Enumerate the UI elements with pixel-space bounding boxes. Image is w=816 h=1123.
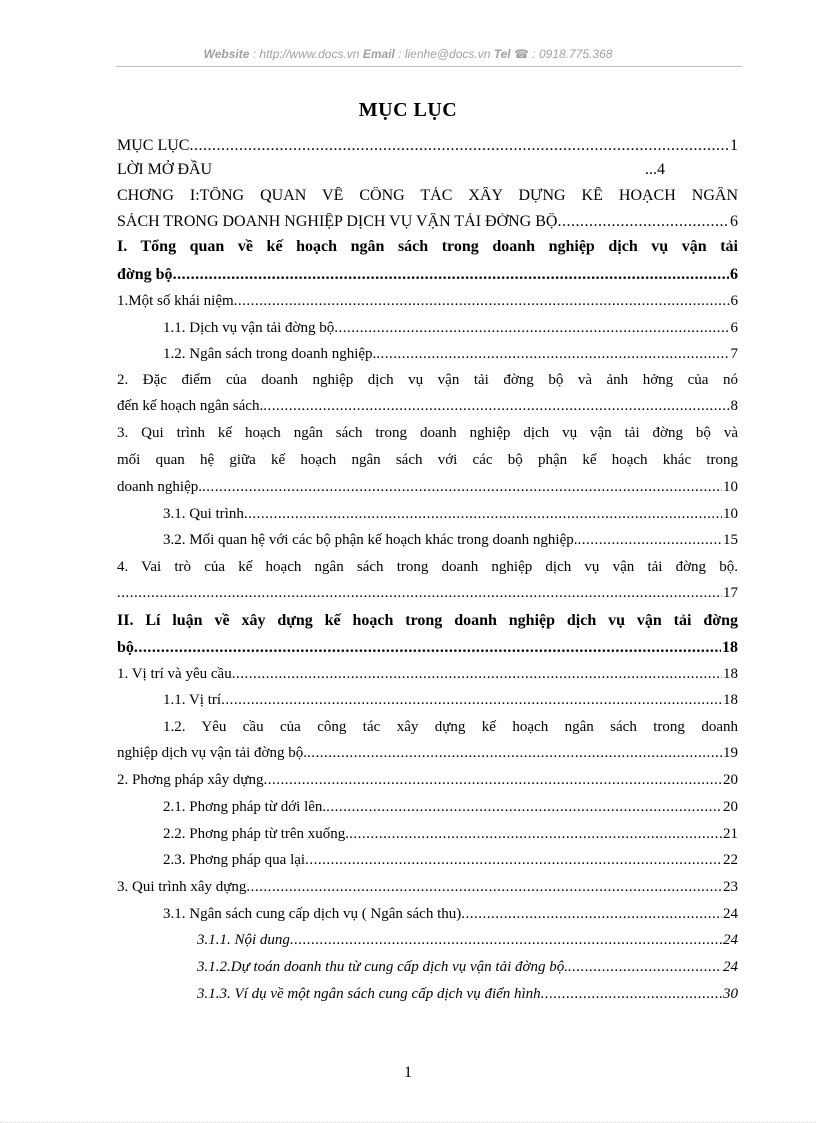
toc-entry-4[interactable]: 4. Vai trò của kế hoạch ngân sách trong doanh nghiệp dịch vụ vận tải đờng bộ.: [117, 559, 738, 575]
toc-entry-ii-2-3[interactable]: 2.3. Phơng pháp qua lại ..... 22: [163, 852, 738, 869]
toc-entry-2-cont[interactable]: đến kế hoạch ngân sách. ..... 8: [117, 398, 738, 415]
toc-entry-section-2[interactable]: II. Lí luận về xây dựng kế hoạch trong doanh nghiệp dịch vụ vận tải đờng: [117, 612, 738, 629]
toc-entry-3-cont1[interactable]: mối quan hệ giữa kế hoạch ngân sách với các bộ phận kế hoạch khác trong: [117, 452, 738, 468]
toc-entry-ii-3[interactable]: 3. Qui trình xây dựng ..... 23: [117, 879, 738, 896]
toc-entry-ii-2-1[interactable]: 2.1. Phơng pháp từ dới lên. ..... 20: [163, 799, 738, 816]
toc-entry-chuong-1-cont[interactable]: SÁCH TRONG DOANH NGHIỆP DỊCH VỤ VẬN TẢI ĐỜNG BỘ ..... 6: [117, 213, 738, 231]
toc-entry-3[interactable]: 3. Qui trình kế hoạch ngân sách trong doanh nghiệp dịch vụ vận tải đờng bộ và: [117, 425, 738, 441]
toc-entry-1-1[interactable]: 1.1. Dịch vụ vận tải đờng bộ ..... 6: [163, 320, 738, 337]
toc-entry-loi-mo-dau[interactable]: LỜI MỞ ĐẦU ...4: [117, 161, 665, 178]
phone-icon: ☎: [514, 47, 529, 61]
page-title: MỤC LỤC: [358, 99, 458, 121]
toc-entry-chuong-1[interactable]: CHƠNG I:TỔNG QUAN VỀ CÔNG TÁC XÂY DỰNG KẾ HOẠCH NGÂN: [117, 187, 738, 204]
tel-label: Tel: [493, 47, 511, 61]
toc-entry-3-2[interactable]: 3.2. Mối quan hệ với các bộ phận kế hoạch khác trong doanh nghiệp. ..... 15: [163, 532, 738, 549]
email-label: Email: [362, 47, 395, 61]
website-value: : http://www.docs.vn: [252, 47, 360, 61]
toc-entry-ii-1-2[interactable]: 1.2. Yêu cầu của công tác xây dựng kế hoạch ngân sách trong doanh: [163, 719, 738, 735]
toc-entry-ii-3-1[interactable]: 3.1. Ngân sách cung cấp dịch vụ ( Ngân sách thu) ..... 24: [163, 906, 738, 923]
toc-entry-muc-luc[interactable]: MỤC LỤC ..... 1: [117, 137, 738, 155]
toc-entry-ii-1-1[interactable]: 1.1. Vị trí ..... 18: [163, 692, 738, 709]
toc-entry-ii-2[interactable]: 2. Phơng pháp xây dựng ..... 20: [117, 772, 738, 789]
toc-entry-ii-1[interactable]: 1. Vị trí và yêu cầu ..... 18: [117, 666, 738, 683]
toc-entry-1-2[interactable]: 1.2. Ngân sách trong doanh nghiệp. ..... 7: [163, 346, 738, 363]
toc-entry-3-1[interactable]: 3.1. Qui trình ..... 10: [163, 506, 738, 523]
page-number: 1: [404, 1064, 412, 1081]
toc-entry-ii-1-2-cont[interactable]: nghiệp dịch vụ vận tải đờng bộ. ..... 19: [117, 745, 738, 762]
toc-entry-ii-3-1-3[interactable]: 3.1.3. Ví dụ về một ngân sách cung cấp dịch vụ điển hình ..... 30: [197, 986, 738, 1003]
toc-entry-section-1-cont[interactable]: đờng bộ ..... 6: [117, 266, 738, 284]
toc-entry-1[interactable]: 1.Một số khái niệm ..... 6: [117, 293, 738, 310]
email-value: : lienhe@docs.vn: [398, 47, 491, 61]
header-divider: [116, 66, 742, 67]
toc-entry-3-cont2[interactable]: doanh nghiệp. ..... 10: [117, 479, 738, 496]
toc-entry-section-1[interactable]: I. Tổng quan về kế hoạch ngân sách trong doanh nghiệp dịch vụ vận tải: [117, 238, 738, 255]
toc-entry-ii-3-1-1[interactable]: 3.1.1. Nội dung ..... 24: [197, 932, 738, 949]
toc-entry-2[interactable]: 2. Đặc điểm của doanh nghiệp dịch vụ vận tải đờng bộ và ảnh hởng của nó: [117, 372, 738, 388]
toc-entry-4-cont[interactable]: ..... 17: [117, 585, 738, 602]
toc-entry-section-2-cont[interactable]: bộ ..... 18: [117, 639, 738, 657]
website-label: Website: [203, 47, 250, 61]
page-header: [0, 47, 816, 61]
toc-entry-ii-3-1-2[interactable]: 3.1.2.Dự toán doanh thu từ cung cấp dịch vụ vận tải đờng bộ. ..... 24: [197, 959, 738, 976]
tel-value: : 0918.775.368: [532, 47, 613, 61]
toc-entry-ii-2-2[interactable]: 2.2. Phơng pháp từ trên xuống. ..... 21: [163, 826, 738, 843]
